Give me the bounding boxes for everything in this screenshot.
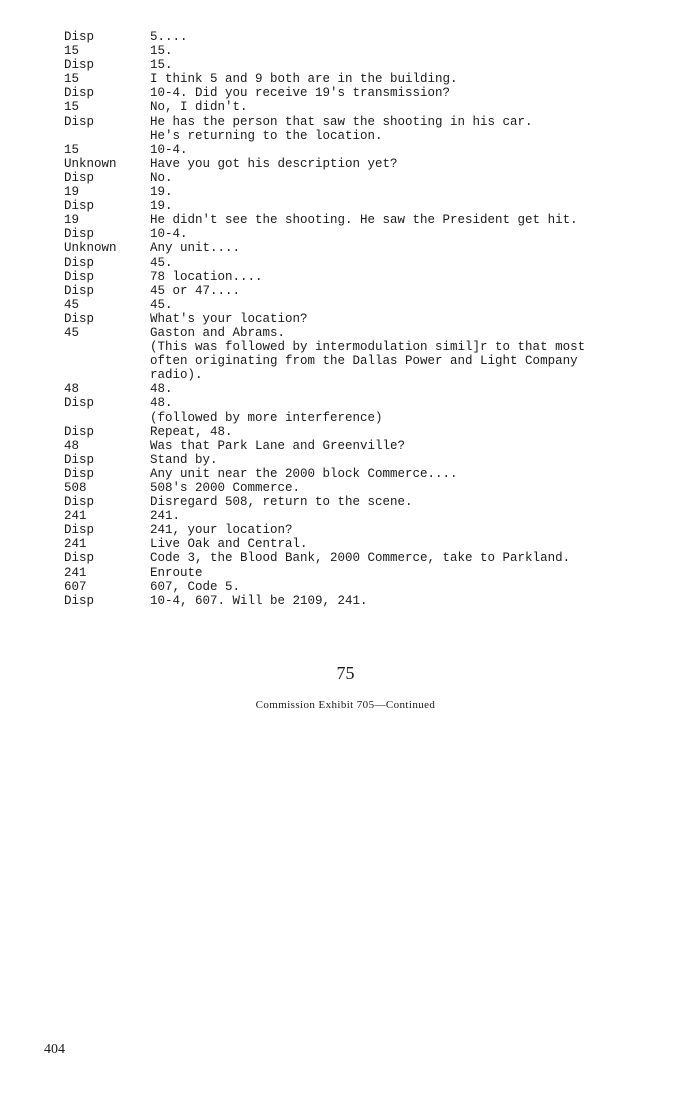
utterance-line: 15. [150, 44, 173, 59]
utterance-line: 78 location.... [150, 269, 263, 284]
utterance [150, 495, 664, 509]
utterance-line: Any unit near the 2000 block Commerce.... [150, 466, 458, 481]
utterance-line: 45 or 47.... [150, 283, 241, 298]
utterance-line: 607, Code 5. [150, 579, 241, 594]
speaker-label: Disp [64, 283, 95, 298]
speaker-label: 19 [64, 185, 80, 200]
transcript-entry [64, 453, 664, 467]
utterance-line: 10-4. Did you receive 19's transmission? [150, 86, 451, 101]
utterance [150, 185, 664, 199]
speaker-label: 15 [64, 72, 80, 87]
speaker-label: Unknown [64, 241, 117, 256]
speaker-label: 508 [64, 481, 87, 495]
speaker-label: Disp [64, 255, 95, 270]
utterance-line: (followed by more interference) [150, 410, 383, 425]
transcript-entry [64, 30, 664, 44]
utterance-line: Stand by. [150, 452, 218, 467]
transcript-entry [64, 157, 664, 171]
utterance [150, 256, 664, 270]
utterance-line: Have you got his description yet? [150, 156, 398, 171]
utterance-line: 45. [150, 297, 173, 312]
transcript-entry [64, 72, 664, 86]
utterance-line: Was that Park Lane and Greenville? [150, 438, 406, 453]
utterance-line: (This was followed by intermodulation simil]r to that most [150, 340, 586, 355]
speaker-label: Unknown [64, 156, 117, 171]
transcript-entry [64, 425, 664, 439]
speaker-label: 45 [64, 325, 80, 340]
transcript-entry [64, 100, 664, 114]
transcript-entry [64, 580, 664, 594]
utterance [150, 594, 664, 608]
utterance-line: Code 3, the Blood Bank, 2000 Commerce, take to Parkland. [150, 551, 571, 566]
speaker-label: 15 [64, 44, 80, 59]
utterance-line: 10-4. [150, 227, 188, 242]
utterance-line: Enroute [150, 565, 203, 580]
transcript-entry [64, 115, 664, 143]
transcript-entry [64, 481, 664, 495]
utterance [150, 453, 664, 467]
transcript-entry [64, 86, 664, 100]
utterance-line: What's your location? [150, 311, 308, 326]
speaker-label: Disp [64, 114, 95, 129]
page-marker: 75 [336, 663, 355, 683]
transcript-entry [64, 241, 664, 255]
speaker-label: Disp [64, 396, 95, 411]
utterance-line: 241. [150, 509, 181, 524]
utterance [150, 396, 664, 424]
utterance-line: Any unit.... [150, 241, 241, 256]
utterance [150, 270, 664, 284]
speaker-label: 607 [64, 579, 87, 594]
speaker-label: Disp [64, 30, 95, 44]
utterance [150, 44, 664, 58]
speaker-label: Disp [64, 551, 95, 566]
transcript-entry [64, 256, 664, 270]
utterance-line: He's returning to the location. [150, 128, 383, 143]
transcript-entry [64, 171, 664, 185]
transcript-entry [64, 298, 664, 312]
utterance-line: I think 5 and 9 both are in the building. [150, 72, 458, 87]
utterance-line: He didn't see the shooting. He saw the President get hit. [150, 213, 578, 228]
transcript-entry [64, 213, 664, 227]
speaker-label: 241 [64, 537, 87, 552]
utterance [150, 171, 664, 185]
utterance [150, 580, 664, 594]
speaker-label: 15 [64, 142, 80, 157]
transcript-entry [64, 566, 664, 580]
utterance [150, 86, 664, 100]
speaker-label: Disp [64, 269, 95, 284]
transcript-entry [64, 382, 664, 396]
transcript-entry [64, 199, 664, 213]
utterance-line: No, I didn't. [150, 100, 248, 115]
utterance [150, 284, 664, 298]
utterance [150, 551, 664, 565]
speaker-label: Disp [64, 593, 95, 608]
speaker-label: Disp [64, 170, 95, 185]
exhibit-caption: Commission Exhibit 705—Continued [255, 699, 436, 711]
transcript-entry [64, 509, 664, 523]
speaker-label: Disp [64, 199, 95, 214]
utterance [150, 157, 664, 171]
speaker-label: 15 [64, 100, 80, 115]
speaker-label: 19 [64, 213, 80, 228]
transcript-entry [64, 467, 664, 481]
utterance-line: 19. [150, 185, 173, 200]
speaker-label: Disp [64, 227, 95, 242]
utterance [150, 213, 664, 227]
speaker-label: Disp [64, 452, 95, 467]
utterance [150, 326, 664, 382]
utterance [150, 481, 664, 495]
utterance [150, 143, 664, 157]
utterance [150, 30, 664, 44]
utterance [150, 425, 664, 439]
utterance-line: Live Oak and Central. [150, 537, 308, 552]
utterance-line: Repeat, 48. [150, 424, 233, 439]
utterance [150, 241, 664, 255]
utterance [150, 523, 664, 537]
transcript-entry [64, 326, 664, 382]
utterance-line: 10-4. [150, 142, 188, 157]
utterance-line: He has the person that saw the shooting in his car. [150, 114, 533, 129]
utterance-line: 5.... [150, 30, 188, 44]
utterance-line: 241, your location? [150, 523, 293, 538]
utterance [150, 199, 664, 213]
utterance [150, 298, 664, 312]
utterance-line: Disregard 508, return to the scene. [150, 495, 413, 510]
transcript-entry [64, 523, 664, 537]
transcript-entry [64, 227, 664, 241]
utterance-line: 48. [150, 396, 173, 411]
utterance [150, 58, 664, 72]
transcript-entry [64, 284, 664, 298]
transcript-entry [64, 185, 664, 199]
utterance [150, 312, 664, 326]
speaker-label: 48 [64, 382, 80, 397]
utterance-line: 15. [150, 58, 173, 73]
transcript-entry [64, 495, 664, 509]
transcript-entry [64, 44, 664, 58]
speaker-label: Disp [64, 495, 95, 510]
utterance [150, 72, 664, 86]
utterance-line: Gaston and Abrams. [150, 325, 286, 340]
transcript-entry [64, 551, 664, 565]
speaker-label: Disp [64, 523, 95, 538]
utterance [150, 439, 664, 453]
speaker-label: Disp [64, 311, 95, 326]
utterance [150, 115, 664, 143]
transcript-entry [64, 270, 664, 284]
utterance-line: 10-4, 607. Will be 2109, 241. [150, 593, 368, 608]
transcript-entry [64, 396, 664, 424]
radio-transcript [64, 30, 664, 608]
utterance [150, 566, 664, 580]
transcript-entry [64, 439, 664, 453]
utterance [150, 537, 664, 551]
transcript-entry [64, 312, 664, 326]
speaker-label: Disp [64, 466, 95, 481]
utterance-line: often originating from the Dallas Power and Light Company [150, 354, 578, 369]
utterance [150, 382, 664, 396]
speaker-label: 45 [64, 297, 80, 312]
utterance-line: 45. [150, 255, 173, 270]
utterance-line: No. [150, 170, 173, 185]
utterance-line: 19. [150, 199, 173, 214]
speaker-label: 241 [64, 509, 87, 524]
transcript-entry [64, 537, 664, 551]
speaker-label: Disp [64, 58, 95, 73]
speaker-label: 241 [64, 565, 87, 580]
utterance [150, 467, 664, 481]
transcript-entry [64, 58, 664, 72]
utterance-line: 48. [150, 382, 173, 397]
speaker-label: Disp [64, 424, 95, 439]
transcript-entry [64, 594, 664, 608]
utterance-line: 508's 2000 Commerce. [150, 481, 301, 495]
speaker-label: Disp [64, 86, 95, 101]
utterance [150, 227, 664, 241]
utterance [150, 509, 664, 523]
transcript-entry [64, 143, 664, 157]
page-number: 404 [44, 1042, 65, 1057]
speaker-label: 48 [64, 438, 80, 453]
utterance-line: radio). [150, 368, 203, 383]
utterance [150, 100, 664, 114]
